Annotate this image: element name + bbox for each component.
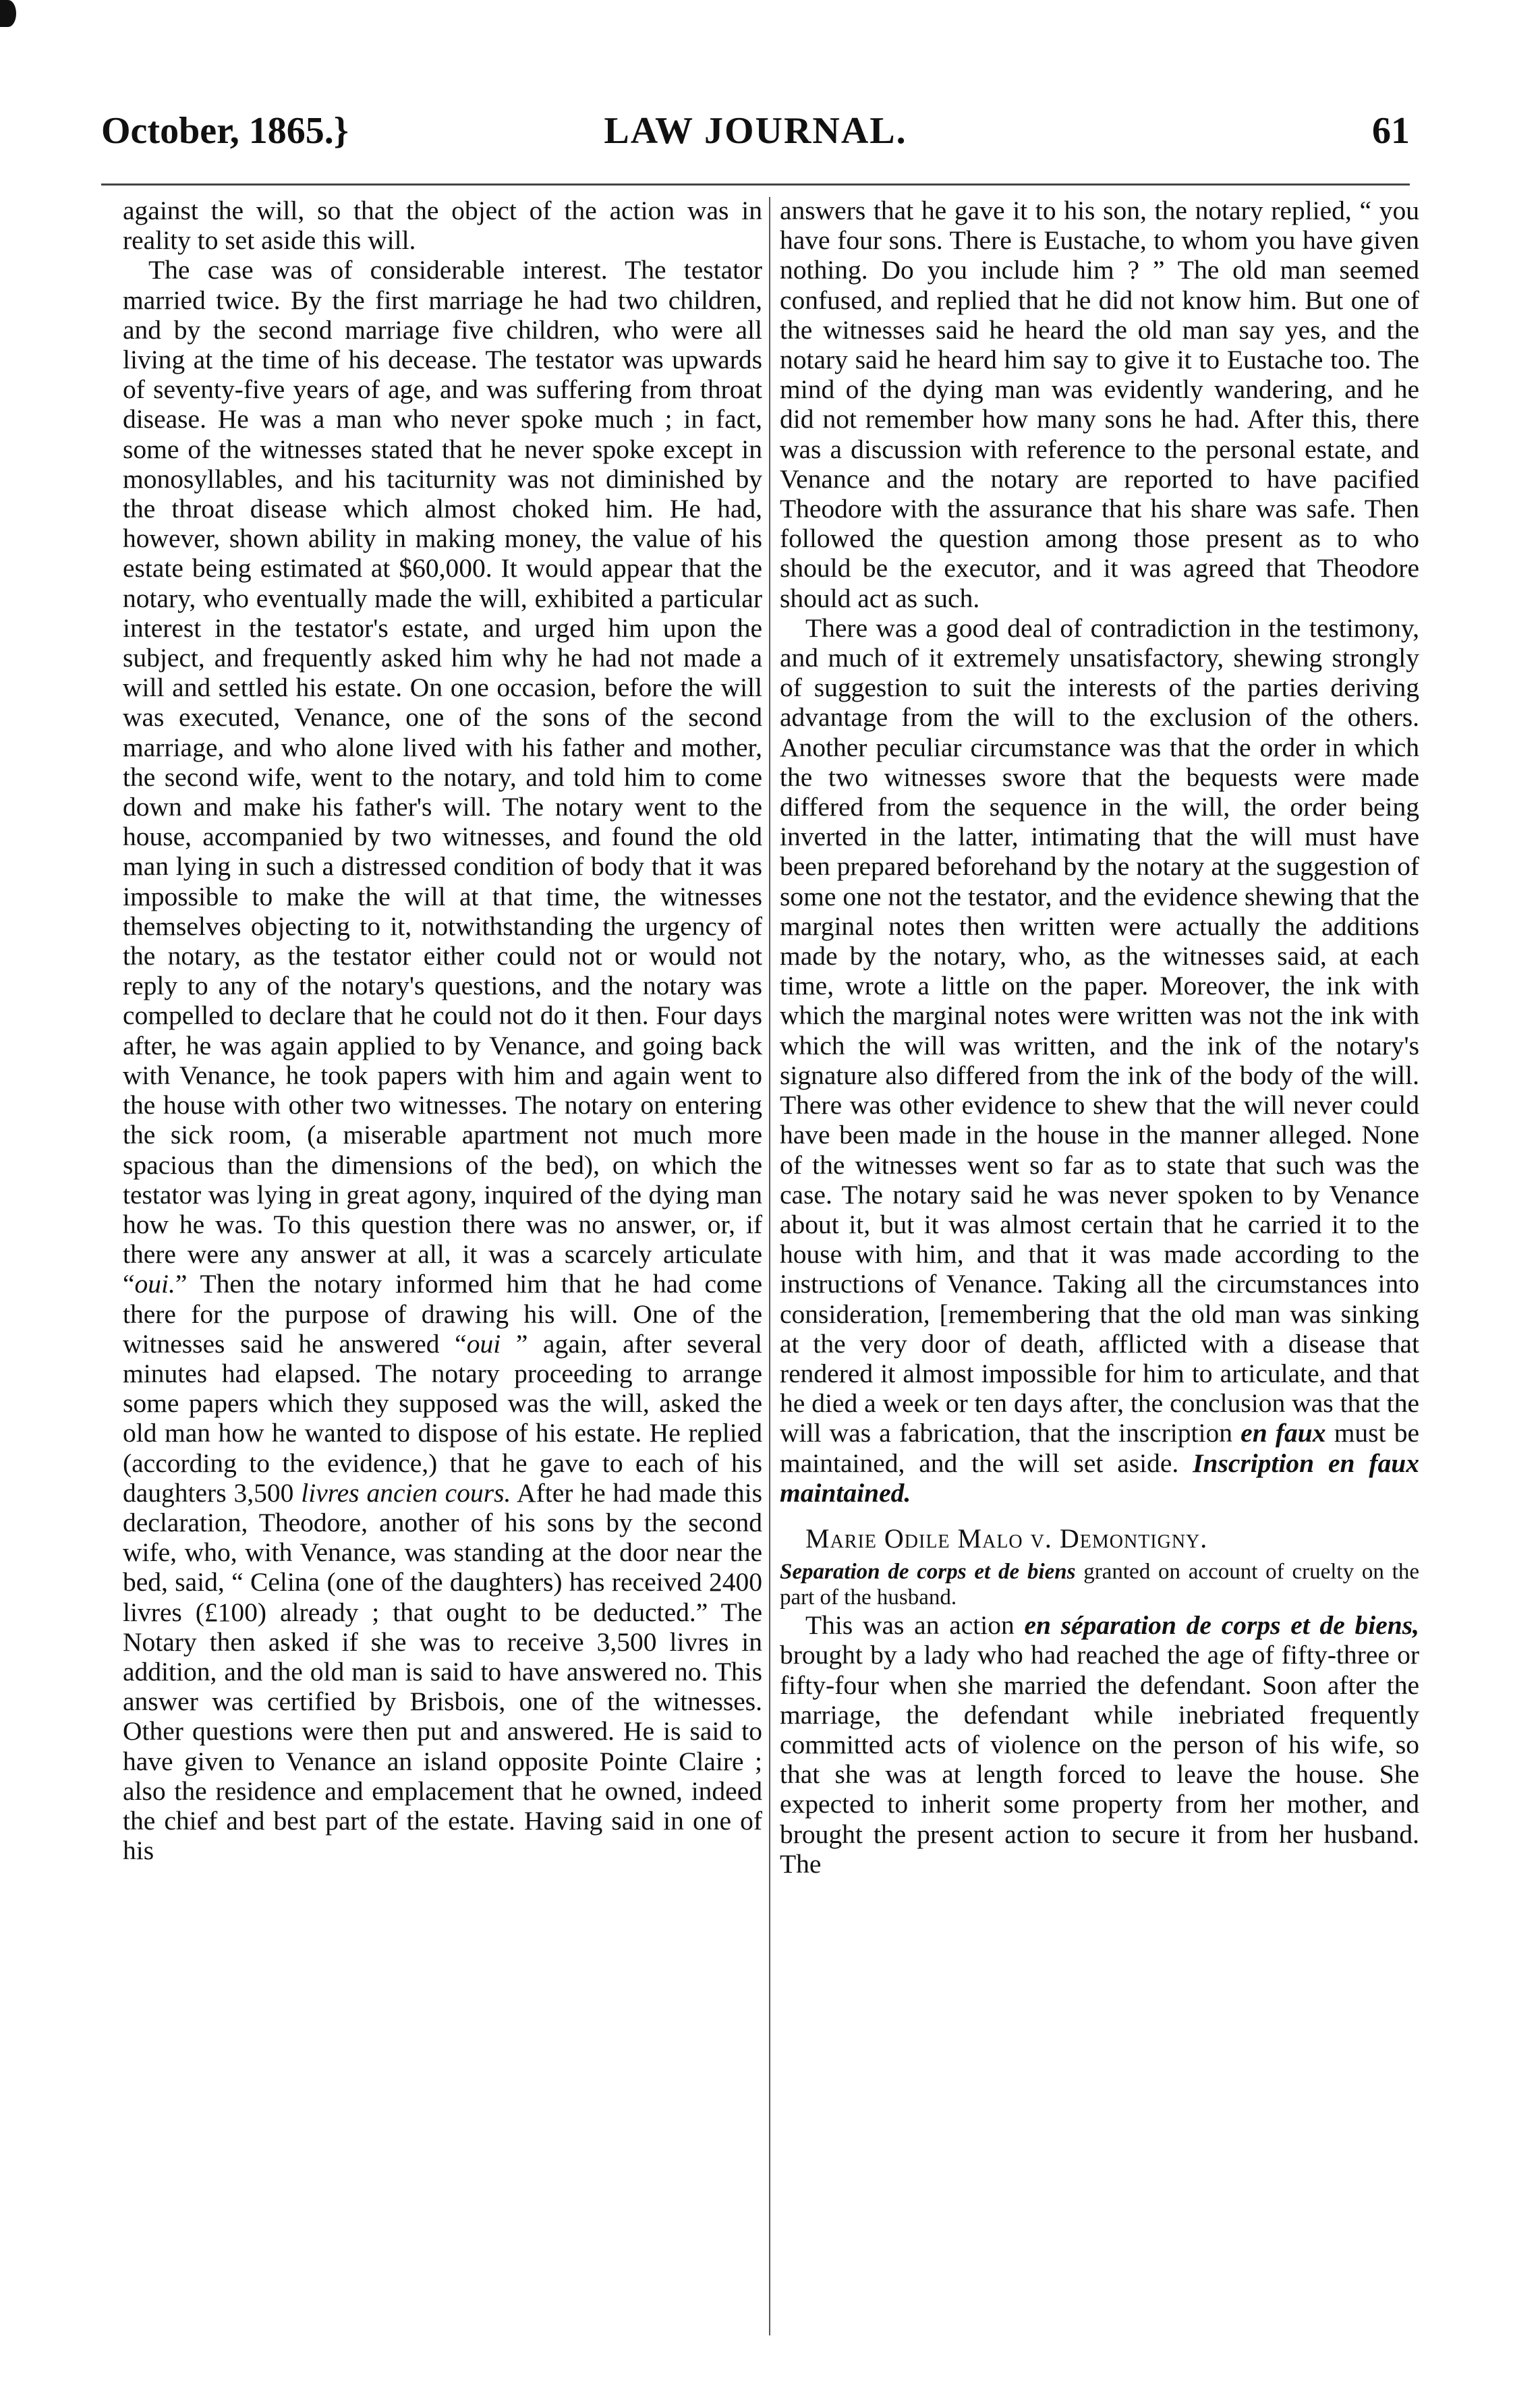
text-run: This was an action — [805, 1610, 1025, 1641]
quoted-oui: oui. — [134, 1269, 175, 1299]
text-run: The case was of considerable interest. The testator married twice. By the first marriage he had two children, and by the second marriage five children, who were all living at the time of his decease. The testator was upwards of seventy-five years of age, and was suffering from throat disease. He was a man who never spoke much ; in fact, some of the witnesses stated that he never spoke except in monosyllables, and his taciturnity was not diminished by the throat disease which almost choked him. He had, however, shown ability in making money, the value of his estate being estimated at $60,000. It would appear that the notary, who eventually made the will, exhibited a particular interest in the testator's estate, and urged him upon the subject, and frequently asked him why he had not made a will and settled his estate. On one occasion, before the will was executed, Venance, one of the sons of the second marriage, and who alone lived with his father and mother, the second wife, went to the notary, and told him to come down and make his father's will. The notary went to the house, accompanied by two witnesses, and found the old man lying in such a distressed condition of body that it was impossible to make the will at that time, the witnesses themselves objecting to it, notwithstanding the urgency of the notary, as the testator either could not or would not reply to any of the notary's questions, and the notary was compelled to declare that he could not do it then. Four days after, he was again applied to by Venance, and going back with Venance, he took papers with him and again went to the house with other two witnesses. The notary on entering the sick room, (a miserable apartment not much more spacious than the dimensions of the bed), on which the testator was lying in great agony, inquired of the dying man how he was. To this question there was no answer, or, if there were any answer at all, it was a scarcely articulate “ — [123, 255, 762, 1299]
headnote-term: Separation de corps et de biens — [780, 1560, 1076, 1585]
header-date: October, 1865.} — [101, 110, 349, 152]
text-run: ” again, after several minutes had elapsed. The notary proceeding to arrange some papers which they supposed was the will, asked the old man how he wanted to dispose of his estate. He replied (according to the evidence,) that he gave to each of his daughters 3,500 — [123, 1328, 762, 1508]
running-header — [101, 101, 1410, 155]
page-number: 61 — [1372, 110, 1410, 152]
text-run: brought by a lady who had reached the age of fifty-three or fifty-four when she married the defendant. Soon after the marriage, the defendant while inebriated frequently committed acts of violence on the person of his wife, so that she was at length forced to leave the house. She expected to inherit some property from her mother, and brought the present action to secure it from her husband. The — [780, 1640, 1419, 1879]
text-run: There was a good deal of contradiction in the testimony, and much of it extremely unsatisfactory, shewing strongly of suggestion to suit the interests of the parties deriving advantage from the will to the exclusion of the others. Another peculiar circumstance was that the order in which the two witnesses swore that the bequests were made differed from the sequence in the will, the order being inverted in the latter, intimating that the will must have been prepared beforehand by the notary at the suggestion of some one not the testator, and the evidence shewing that the marginal notes then written were actually the additions made by the notary, who, as the witnesses said, at each time, wrote a little on the paper. Moreover, the ink with which the marginal notes were written was not the ink with which the will was written, and the ink of the notary's signature also differed from the ink of the body of the will. There was other evidence to shew that the will never could have been made in the house in the manner alleged. None of the witnesses went so far as to state that such was the case. The notary said he was never spoken to by Venance about it, but it was almost certain that he carried it to the house with him, and that it was made according to the instructions of Venance. Taking all the circumstances into consideration, [remembering that the old man was sinking at the very door of death, afflicted with a disease that rendered it almost impossible for him to articulate, and that he died a week or ten days after, the conclusion was that the will was a fabrication, that the inscription — [780, 613, 1419, 1448]
headnote — [780, 1559, 1419, 1610]
left-paragraph-2 — [123, 255, 762, 1865]
legal-term: en séparation de corps et de biens, — [1024, 1610, 1419, 1641]
currency-term: livres ancien cours. — [301, 1477, 511, 1508]
left-column — [123, 196, 762, 2341]
right-paragraph-3 — [780, 1610, 1419, 1879]
text-run: must be maintained, and the will set aside. — [780, 1418, 1419, 1478]
right-column — [780, 196, 1419, 2341]
right-paragraph-2 — [780, 613, 1419, 1508]
legal-term: en faux — [1240, 1418, 1326, 1448]
left-paragraph-1: against the will, so that the object of the action was in reality to set aside this will. — [123, 196, 762, 256]
journal-title: LAW JOURNAL. — [604, 110, 907, 152]
text-run: ” Then the notary informed him that he had come there for the purpose of drawing his will. One of the witnesses said he answered “ — [123, 1269, 762, 1359]
holding: Inscription en faux maintained. — [780, 1448, 1419, 1508]
header-rule — [101, 183, 1410, 186]
text-run: granted on account of cruelty on the part of the husband. — [780, 1560, 1419, 1610]
text-run: After he had made this declaration, Theodore, another of his sons by the second wife, who, with Venance, was standing at the door near the bed, said, “ Celina (one of the daughters) has received 2400 livres (£100) already ; that ought to be deducted.” The Notary then asked if she was to receive 3,500 livres in addition, and the old man is said to have answered no. This answer was certified by Brisbois, one of the witnesses. Other questions were then put and answered. He is said to have given to Venance an island opposite Pointe Claire ; also the residence and emplacement that he owned, indeed the chief and best part of the estate. Having said in one of his — [123, 1477, 762, 1866]
case-title: Marie Odile Malo v. Demontigny. — [805, 1523, 1208, 1554]
column-divider — [769, 197, 770, 2335]
right-paragraph-1: answers that he gave it to his son, the notary replied, “ you have four sons. There is Eustache, to whom you have given nothing. Do you include him ? ” The old man seemed confused, and replied that he did not know him. But one of the witnesses said he heard the old man say yes, and the notary said he heard him say to give it to Eustache too. The mind of the dying man was evidently wandering, and he did not remember how many sons he had. After this, there was a discussion with reference to the personal estate, and Venance and the notary are reported to have pacified Theodore with the assurance that his share was safe. Then followed the question among those present as to who should be the executor, and it was agreed that Theodore should act as such. — [780, 196, 1419, 613]
quoted-oui: oui — [466, 1328, 501, 1359]
ink-blot — [0, 0, 16, 27]
